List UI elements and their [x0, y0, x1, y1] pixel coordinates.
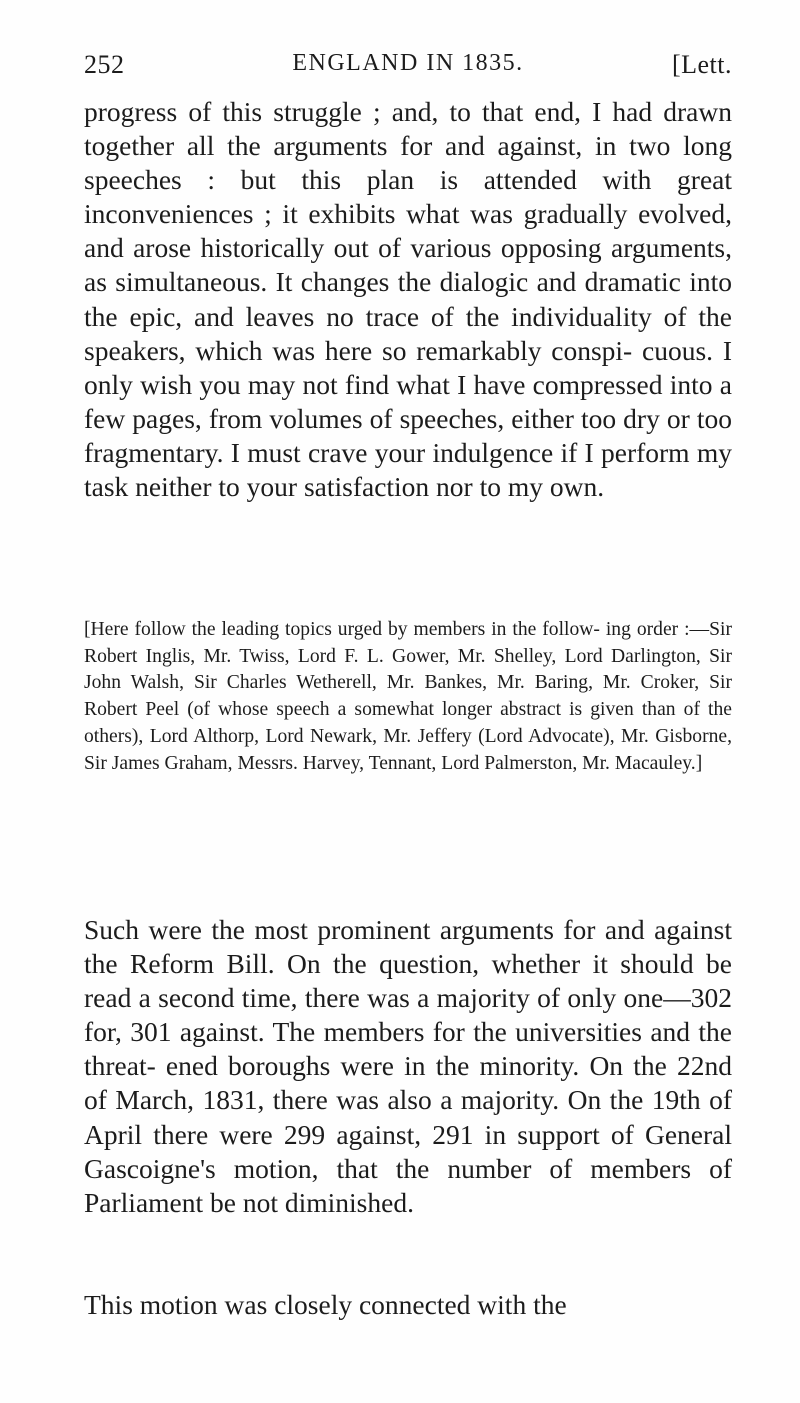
page-header [84, 50, 732, 84]
letter-reference: [Lett. [671, 50, 732, 79]
body-paragraph-3: This motion was closely connected with the [84, 1289, 567, 1320]
body-paragraph-2: Such were the most prominent arguments for and against the Reform Bill. On the question, whether it should be read a second time, there was a majority of only one—302 for, 301 against. The members for the universities and the threat- ened boroughs were in the minority. On the 22nd of March, 1831, there was also a majority. On the 19th of April there were 299 against, 291 in support of General Gascoigne's motion, that the number of members of Parliament be not diminished. [84, 914, 732, 1218]
editorial-note: [Here follow the leading topics urged by members in the follow- ing order :—Sir Robert Inglis, Mr. Twiss, Lord F. L. Gower, Mr. Shelley, Lord Darlington, Sir John Walsh, Sir Charles Wetherell, Mr. Bankes, Mr. Baring, Mr. Croker, Sir Robert Peel (of whose speech a somewhat longer abstract is given than of the others), Lord Althorp, Lord Newark, Mr. Jeffery (Lord Advocate), Mr. Gisborne, Sir James Graham, Messrs. Harvey, Tennant, Lord Palmerston, Mr. Macauley.] [84, 619, 732, 774]
body-paragraph-1: progress of this struggle ; and, to that end, I had drawn together all the arguments for and against, in two long speeches : but this plan is attended with great inconveniences ; it exhibits what was gradually evolved, and arose historically out of various opposing arguments, as simultaneous. It changes the dialogic and dramatic into the epic, and leaves no trace of the individuality of the speakers, which was here so remarkably conspi- cuous. I only wish you may not find what I have compressed into a few pages, from volumes of speeches, either too dry or too fragmentary. I must crave your indulgence if I perform my task neither to your satisfaction nor to my own. [84, 96, 732, 503]
page-number: 252 [84, 50, 125, 79]
running-title: ENGLAND IN 1835. [292, 50, 524, 76]
